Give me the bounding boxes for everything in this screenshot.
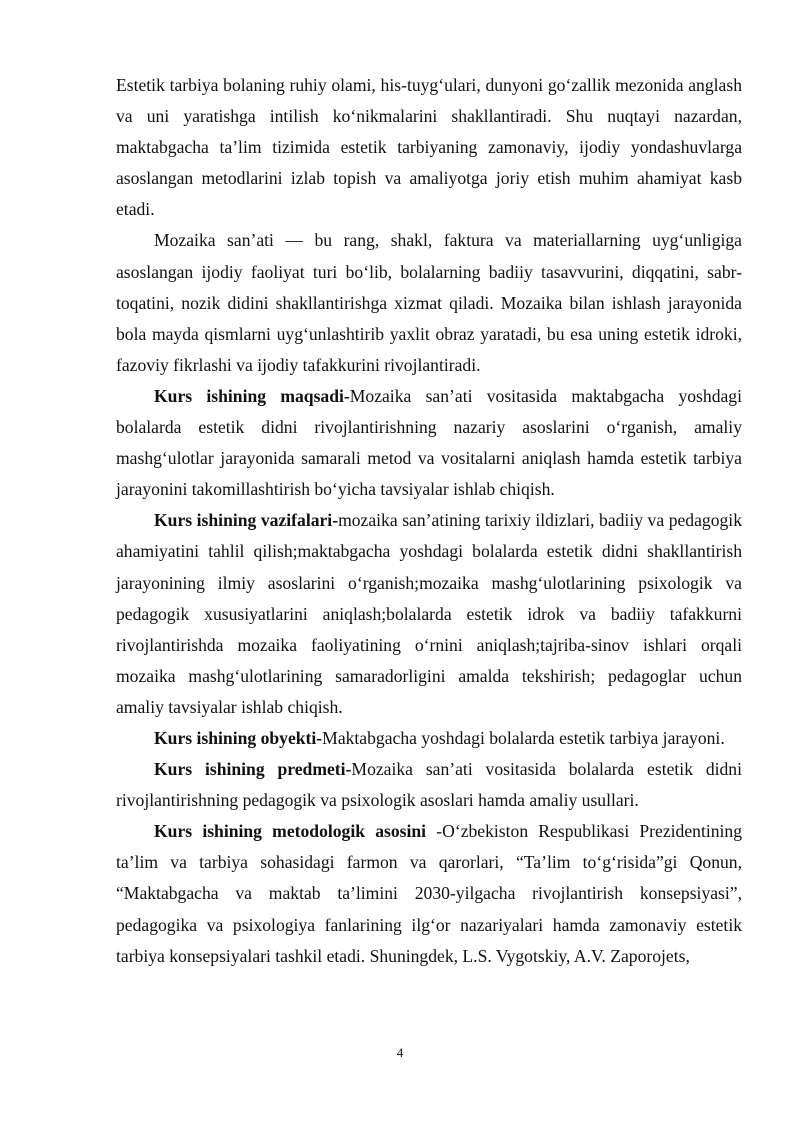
paragraph-tasks [116,505,742,723]
paragraph-object [116,723,742,754]
paragraph-text: Mozaika san’ati vositasida bolalarda estetik didni rivojlantirishning pedagogik va psixologik asoslari hamda amaliy usullari. [116,759,742,811]
paragraph-text: Maktabgacha yoshdagi bolalarda estetik tarbiya jarayoni. [322,727,725,748]
paragraph-text: -O‘zbekiston Respublikasi Prezidentining ta’lim va tarbiya sohasidagi farmon va qarorlari, “Ta’lim to‘g‘risida”gi Qonun, “Maktabgacha va maktab ta’limini 2030-yilgacha rivojlantirish konsepsiyasi”, pedagogika va psixologiya fanlarining ilg‘or nazariyalari hamda zamonaviy estetik tarbiya konsepsiyalari tashkil etadi. Shuningdek, L.S. Vygotskiy, A.V. Zaporojets, [116,821,743,966]
paragraph-subject [116,754,742,816]
paragraph-methodology [116,816,742,971]
paragraph-text: Mozaika san’ati vositasida maktabgacha yoshdagi bolalarda estetik didni rivojlantirishning nazariy asoslarini o‘rganish, amaliy mashg‘ulotlar jarayonida samarali metod va vositalarni aniqlash hamda estetik tarbiya jarayonini takomillashtirish bo‘yicha tavsiyalar ishlab chiqish. [116,385,742,500]
paragraph-text: Mozaika san’ati — bu rang, shakl, faktura va materiallarning uyg‘unligiga asoslangan ijodiy faoliyat turi bo‘lib, bolalarning badiiy tasavvurini, diqqatini, sabr-toqatini, nozik didini shakllantirishga xizmat qiladi. Mozaika bilan ishlash jarayonida bola mayda qismlarni uyg‘unlashtirib yaxlit obraz yaratadi, bu esa uning estetik idroki, fazoviy fikrlashi va ijodiy tafakkurini rivojlantiradi. [116,230,742,375]
document-body [116,70,742,972]
paragraph-lead: Kurs ishining vazifalari- [154,510,339,531]
page-number: 4 [396,1045,404,1060]
paragraph-lead: Kurs ishining predmeti- [154,759,352,780]
paragraph-lead: Kurs ishining maqsadi- [154,385,350,406]
paragraph-mozaika [116,225,742,380]
paragraph-lead: Kurs ishining metodologik asosini [154,821,437,842]
paragraph-intro [116,70,742,225]
paragraph-goal [116,381,742,505]
paragraph-text: Estetik tarbiya bolaning ruhiy olami, his-tuyg‘ulari, dunyoni go‘zallik mezonida anglash va uni yaratishga intilish ko‘nikmalarini shakllantiradi. Shu nuqtayi nazardan, maktabgacha ta’lim tizimida estetik tarbiyaning zamonaviy, ijodiy yondashuvlarga asoslangan metodlarini izlab topish va amaliyotga joriy etish muhim ahamiyat kasb etadi. [116,75,742,220]
paragraph-lead: Kurs ishining obyekti- [154,727,323,748]
paragraph-text: mozaika san’atining tarixiy ildizlari, badiiy va pedagogik ahamiyatini tahlil qilish;maktabgacha yoshdagi bolalarda estetik didni shakllantirish jarayonining ilmiy asoslarini o‘rganish;mozaika mashg‘ulotlarining psixologik va pedagogik xususiyatlarini aniqlash;bolalarda estetik idrok va badiiy tafakkurni rivojlantirishda mozaika faoliyatining o‘rnini aniqlash;tajriba-sinov ishlari orqali mozaika mashg‘ulotlarining samaradorligini amalda tekshirish; pedagoglar uchun amaliy tavsiyalar ishlab chiqish. [116,510,742,717]
